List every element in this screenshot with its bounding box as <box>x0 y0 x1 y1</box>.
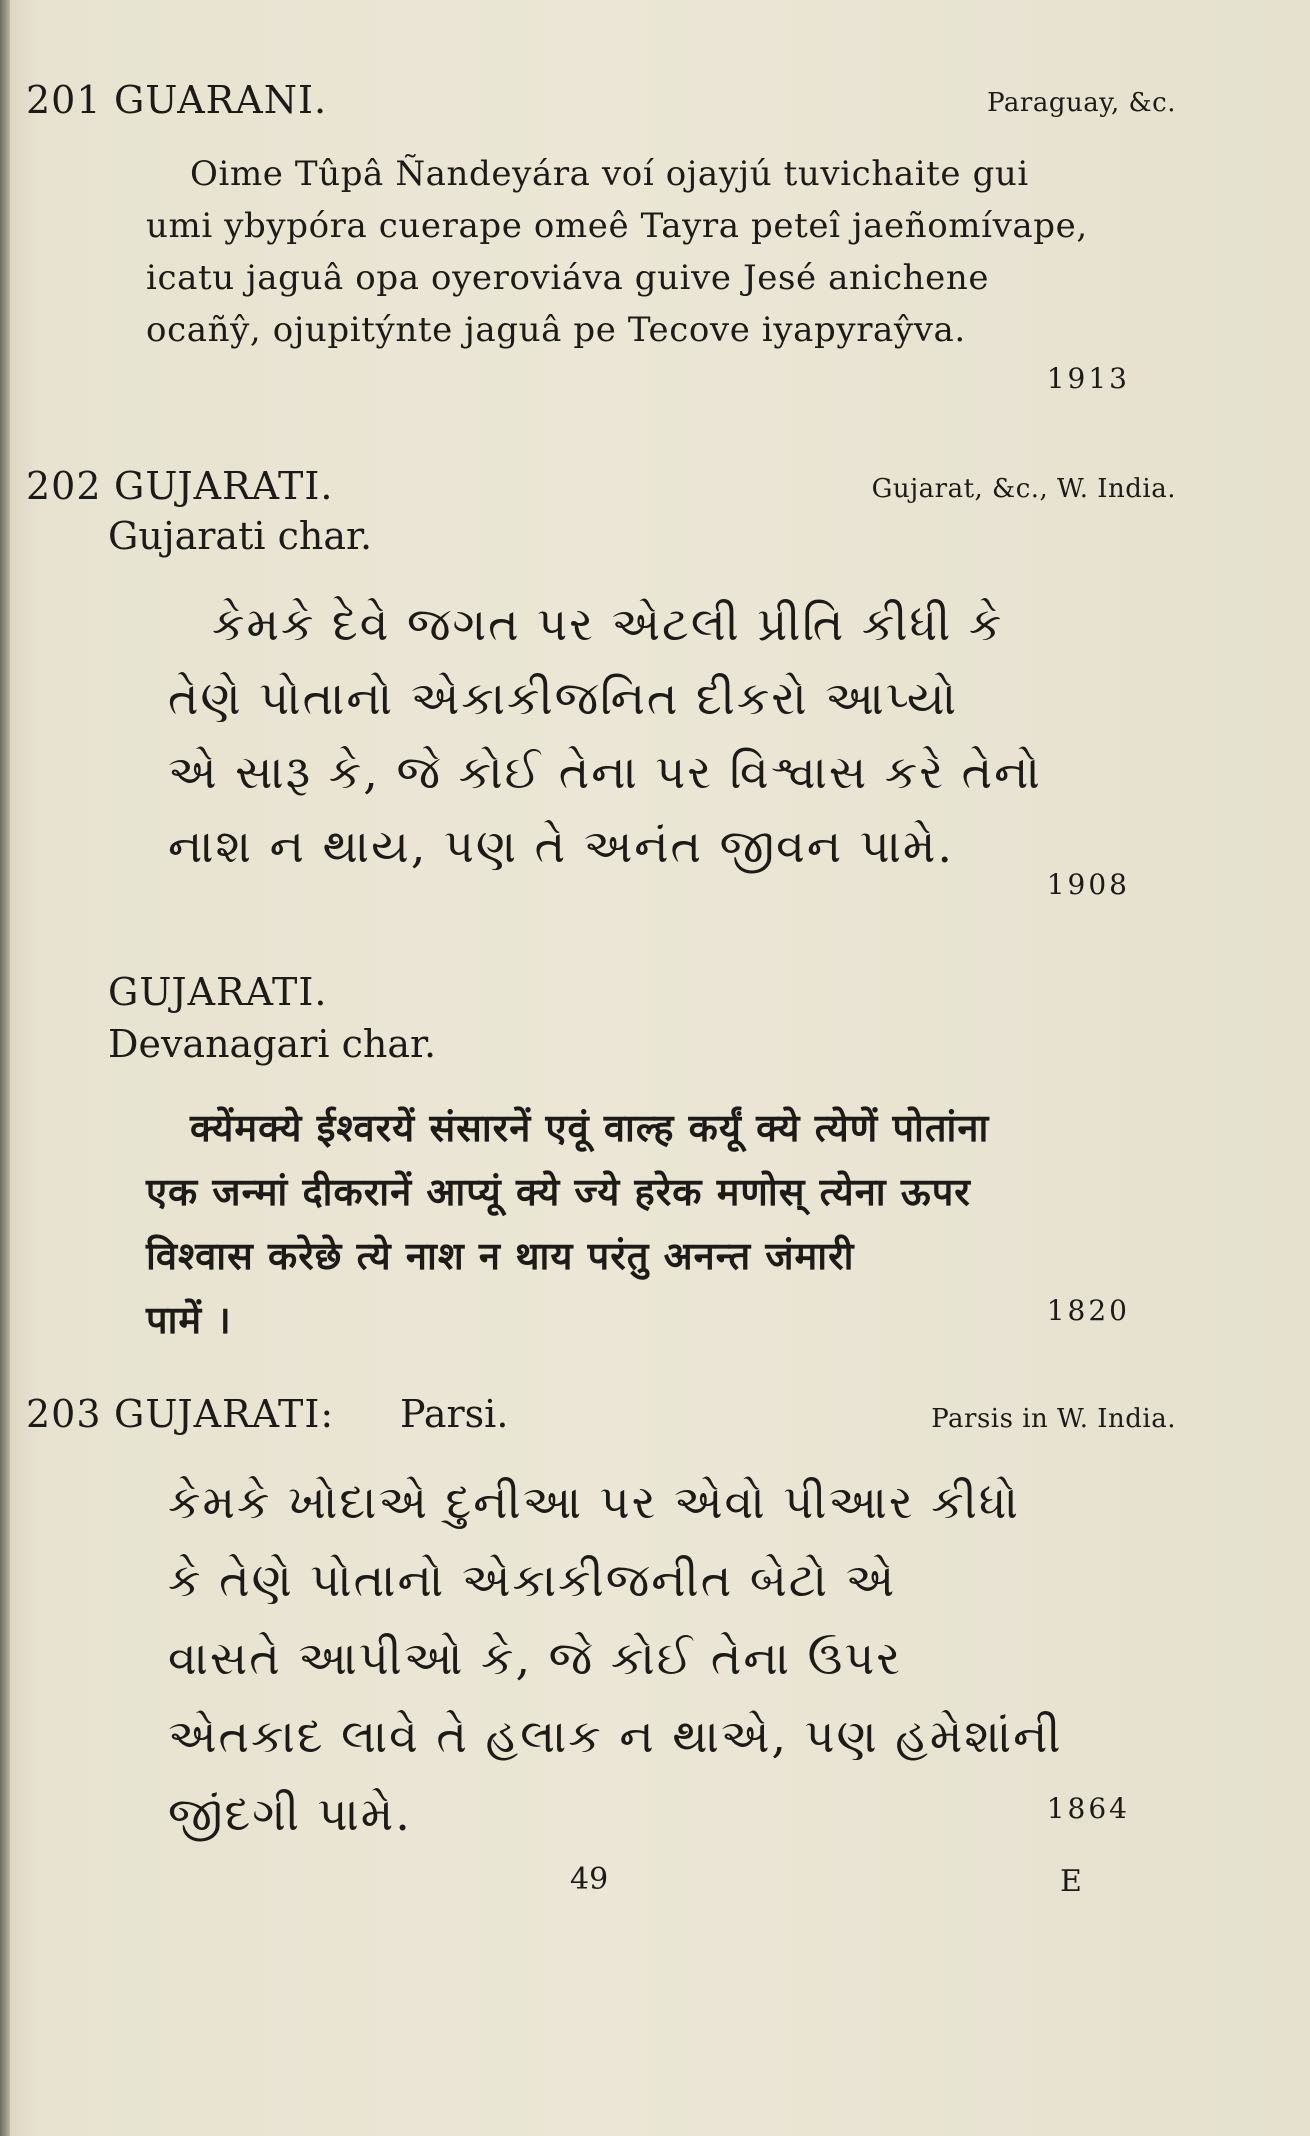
entry-203-line-2: કે તેણે પોતાનો એકાકીજનીત બેટો એ <box>168 1553 897 1607</box>
signature-mark: E <box>1060 1864 1082 1899</box>
entry-203-region: Parsis in W. India. <box>931 1404 1176 1434</box>
entry-201-region: Paraguay, &c. <box>987 88 1176 118</box>
entry-201-heading: GUARANI. <box>114 78 328 122</box>
entry-202-line-3: એ સારૂ કે, જે કોઈ તેના પર વિશ્વાસ કરે તેનો <box>168 745 1042 799</box>
entry-201-year: 1913 <box>1046 362 1130 395</box>
entry-201-line-3: icatu jaguâ opa oyeroviáva guive Jesé anichene <box>146 258 990 298</box>
entry-202-script-label: Gujarati char. <box>108 514 373 558</box>
entry-devanagari-line-1: क्येंमक्ये ईश्वरयें संसारनें एवूं वाल्ह कर्यूं क्ये त्येणें पोतांना <box>190 1105 990 1150</box>
page-number: 49 <box>570 1862 609 1897</box>
entry-203-line-1: કેમકે ખોદાએ દુનીઆ પર એવો પીઆર કીધો <box>168 1475 1020 1529</box>
entry-203-line-4: એતકાદ લાવે તે હલાક ન થાએ, પણ હમેશાંની <box>168 1709 1063 1763</box>
entry-devanagari-line-3: विश्वास करेछे त्ये नाश न थाय परंतु अनन्त जंमारी <box>146 1233 855 1278</box>
entry-202-number: 202 <box>26 464 102 508</box>
entry-gujarati-devanagari-script-label: Devanagari char. <box>108 1022 437 1066</box>
entry-201-line-4: ocañŷ, ojupitýnte jaguâ pe Tecove iyapyraŷva. <box>146 310 966 350</box>
entry-201-line-1: Oime Tûpâ Ñandeyára voí ojayjú tuvichaite gui <box>190 154 1029 194</box>
entry-202-heading: GUJARATI. <box>114 464 334 508</box>
entry-203-line-3: વાસતે આપીઓ કે, જે કોઈ તેના ઉપર <box>168 1631 903 1685</box>
page-spine-shadow <box>0 0 10 2136</box>
entry-devanagari-line-2: एक जन्मां दीकरानें आप्यूं क्ये ज्ये हरेक मणोस् त्येना ऊपर <box>146 1169 971 1214</box>
entry-devanagari-year: 1820 <box>1046 1294 1130 1327</box>
entry-203-heading-suffix: Parsi. <box>400 1392 509 1436</box>
entry-201-line-2: umi ybypóra cuerape omeê Tayra peteî jaeñomívape, <box>146 206 1088 246</box>
entry-203-heading: GUJARATI: <box>114 1392 335 1436</box>
entry-202-region: Gujarat, &c., W. India. <box>871 474 1176 504</box>
entry-201-number: 201 <box>26 78 102 122</box>
entry-203-number: 203 <box>26 1392 102 1436</box>
entry-203-year: 1864 <box>1046 1792 1130 1825</box>
entry-202-line-1: કેમકે દેવે જગત પર એટલી પ્રીતિ કીધી કે <box>212 597 1004 651</box>
entry-gujarati-devanagari-heading: GUJARATI. <box>108 970 328 1014</box>
entry-devanagari-line-4: पामें । <box>146 1297 232 1342</box>
entry-202-line-2: તેણે પોતાનો એકાકીજનિત દીકરો આપ્યો <box>168 671 959 725</box>
entry-202-year: 1908 <box>1046 868 1130 901</box>
entry-203-line-5: જીંદગી પામે. <box>168 1787 412 1841</box>
entry-202-line-4: નાશ ન થાય, પણ તે અનંત જીવન પામે. <box>168 819 954 873</box>
